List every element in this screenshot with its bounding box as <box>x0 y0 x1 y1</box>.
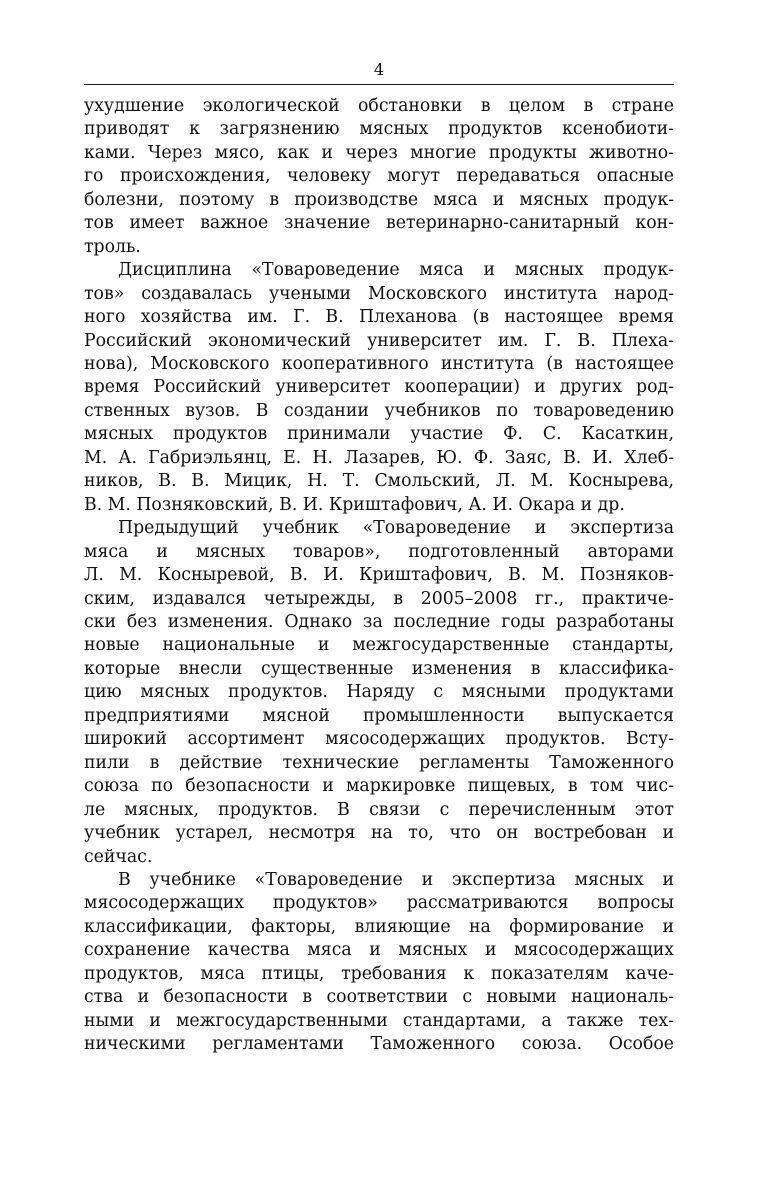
text-line: троль. <box>84 236 141 257</box>
text-line: Л. М. Косныревой, В. И. Криштафович, В. М. Позняков- <box>84 565 674 586</box>
text-line: ским, издавался четырежды, в 2005–2008 гг., практиче- <box>84 588 674 609</box>
text-line: тов имеет важное значение ветеринарно-санитарный кон- <box>84 213 674 234</box>
text-line: нова), Московского кооперативного института (в настоящее <box>84 353 674 374</box>
header-rule <box>84 84 674 85</box>
text-line: мясных продуктов принимали участие Ф. С. Касаткин, <box>84 424 674 445</box>
text-line: мясосодержащих продуктов» рассматриваются вопросы <box>84 893 674 914</box>
text-line: Российский экономический университет им. Г. В. Плеха- <box>84 330 674 351</box>
paragraph-4 <box>84 869 674 1057</box>
text-line: го происхождения, человеку могут передаваться опасные <box>84 166 674 187</box>
text-line: широкий ассортимент мясосодержащих продуктов. Всту- <box>84 729 674 750</box>
text-line: ного хозяйства им. Г. В. Плеханова (в настоящее время <box>84 307 674 328</box>
text-line: ными и межгосударственными стандартами, а также тех- <box>84 1010 674 1031</box>
page-number: 4 <box>373 60 385 79</box>
text-line: предприятиями мясной промышленности выпускается <box>84 705 674 726</box>
text-line: сейчас. <box>84 846 153 867</box>
text-line: ле мясных, продуктов. В связи с перечисленным этот <box>84 799 674 820</box>
text-line: ками. Через мясо, как и через многие продукты животно- <box>84 142 674 163</box>
text-line: ников, В. В. Мицик, Н. Т. Смольский, Л. М. Коснырева, <box>84 471 674 492</box>
text-line: приводят к загрязнению мясных продуктов ксенобиоти- <box>84 119 674 140</box>
text-line: болезни, поэтому в производстве мяса и мясных продук- <box>84 189 674 210</box>
text-line: ническими регламентами Таможенного союза. Особое <box>84 1034 674 1055</box>
text-line: Дисциплина «Товароведение мяса и мясных продук- <box>118 260 674 281</box>
text-line: М. А. Габриэльянц, Е. Н. Лазарев, Ю. Ф. Заяс, В. И. Хлеб- <box>84 447 674 468</box>
text-line: новые национальные и межгосударственные стандарты, <box>84 635 674 656</box>
text-line: Предыдущий учебник «Товароведение и экспертиза <box>118 518 674 539</box>
text-line: ственных вузов. В создании учебников по товароведению <box>84 400 674 421</box>
book-page <box>84 58 674 1057</box>
text-line: цию мясных продуктов. Наряду с мясными продуктами <box>84 682 674 703</box>
text-line: продуктов, мяса птицы, требования к показателям каче- <box>84 963 674 984</box>
text-line: учебник устарел, несмотря на то, что он востребован и <box>84 823 674 844</box>
text-line: сохранение качества мяса и мясных и мясосодержащих <box>84 940 674 961</box>
text-line: время Российский университет кооперации) и других род- <box>84 377 674 398</box>
text-line: В учебнике «Товароведение и экспертиза мясных и <box>118 869 674 890</box>
text-line: ски без изменения. Однако за последние годы разработаны <box>84 611 674 632</box>
text-line: которые внесли существенные изменения в классифика- <box>84 658 674 679</box>
paragraph-2 <box>84 259 674 517</box>
text-line: В. М. Позняковский, В. И. Криштафович, А. И. Окара и др. <box>84 494 625 515</box>
body-text <box>84 95 674 1057</box>
text-line: мяса и мясных товаров», подготовленный авторами <box>84 541 674 562</box>
text-line: союза по безопасности и маркировке пищевых, в том чис- <box>84 776 674 797</box>
text-line: ства и безопасности в соответствии с новыми националь- <box>84 987 674 1008</box>
paragraph-3 <box>84 517 674 869</box>
text-line: пили в действие технические регламенты Таможенного <box>84 752 674 773</box>
text-line: тов» создавалась учеными Московского института народ- <box>84 283 674 304</box>
text-line: ухудшение экологической обстановки в целом в стране <box>84 96 674 116</box>
text-line: классификации, факторы, влияющие на формирование и <box>84 916 674 937</box>
paragraph-1 <box>84 95 674 259</box>
